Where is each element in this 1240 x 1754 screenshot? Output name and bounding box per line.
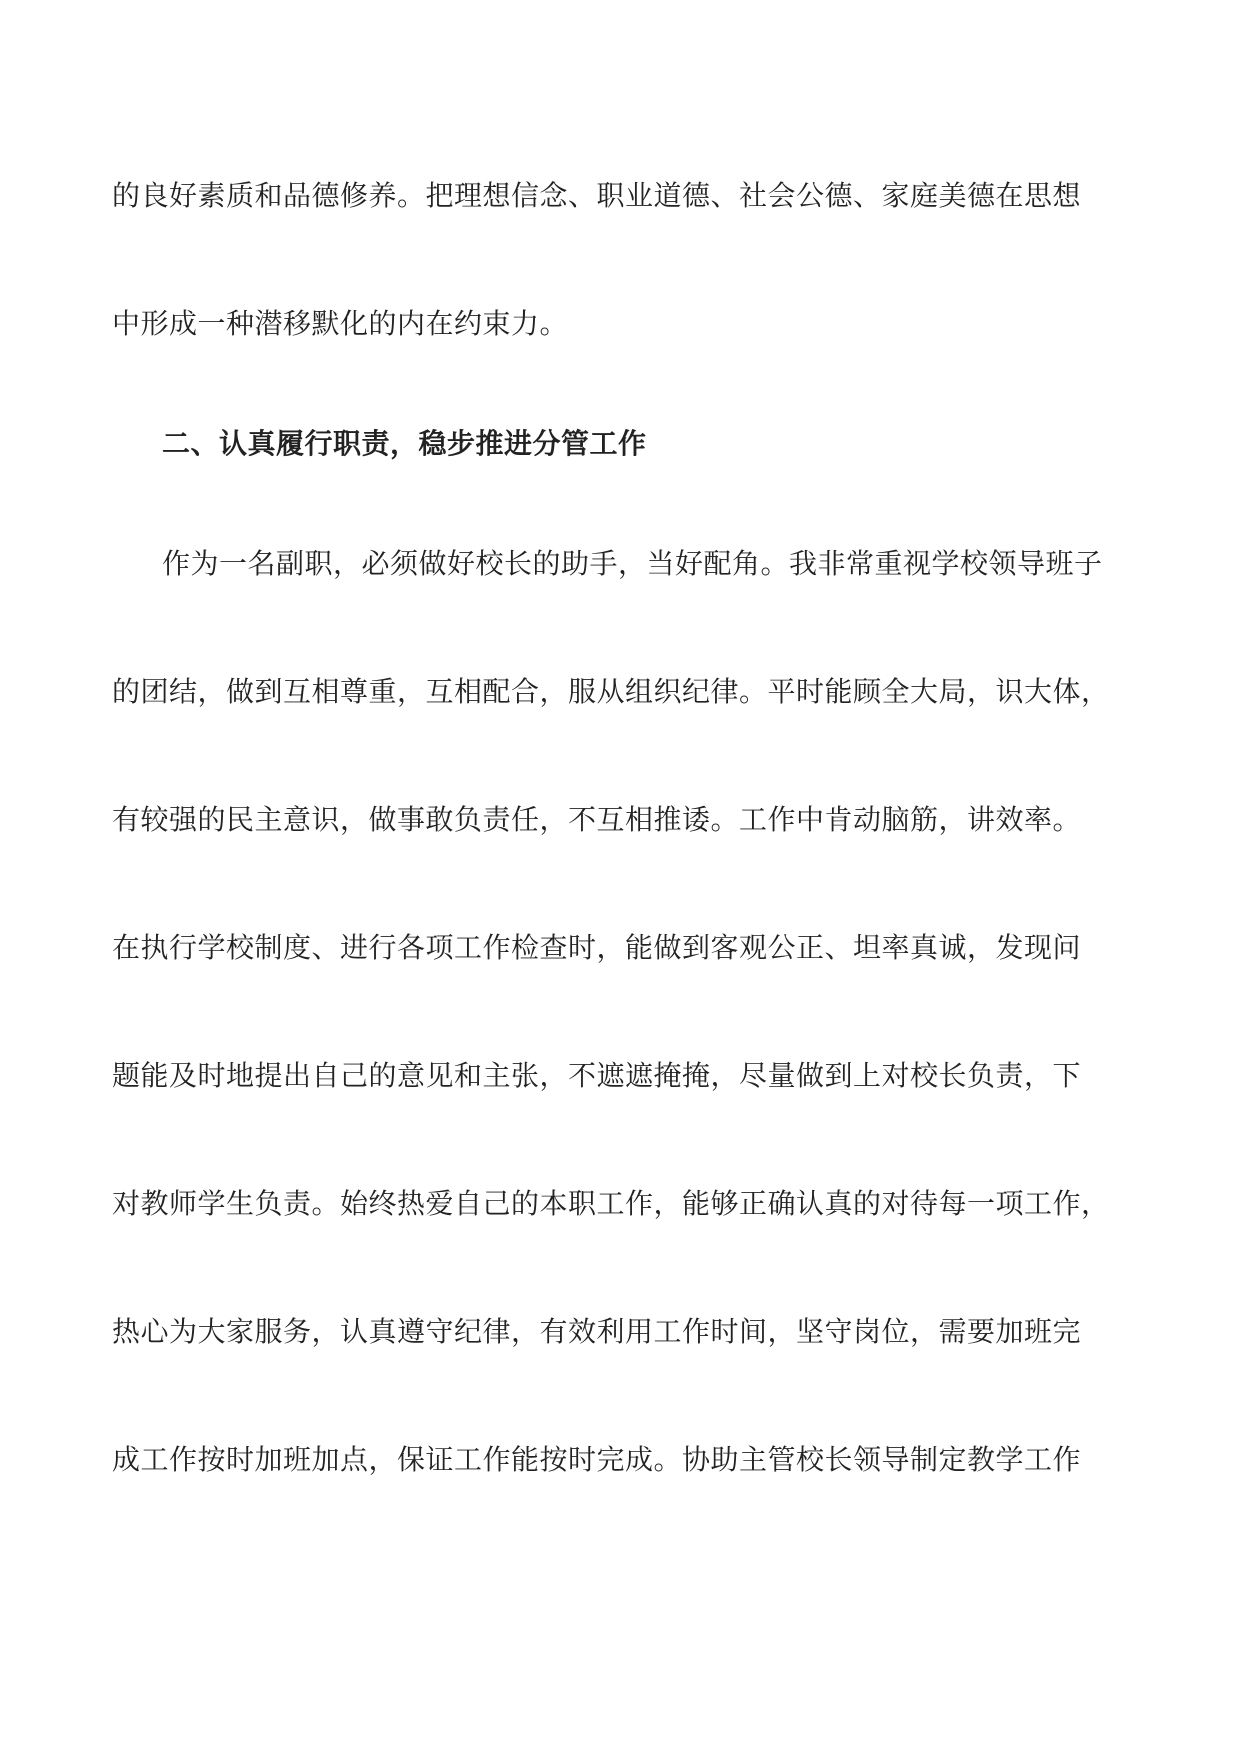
body-text-line: 题能及时地提出自己的意见和主张，不遮遮掩掩，尽量做到上对校长负责，下 — [112, 1059, 1082, 1092]
body-text-line: 热心为大家服务，认真遵守纪律，有效利用工作时间，坚守岗位，需要加班完 — [112, 1315, 1082, 1348]
body-text-line: 对教师学生负责。始终热爱自己的本职工作，能够正确认真的对待每一项工作， — [112, 1187, 1110, 1220]
body-text-line: 的团结，做到互相尊重，互相配合，服从组织纪律。平时能顾全大局，识大体， — [112, 675, 1110, 708]
body-text-line: 成工作按时加班加点，保证工作能按时完成。协助主管校长领导制定教学工作 — [112, 1443, 1082, 1476]
body-text-line: 有较强的民主意识，做事敢负责任，不互相推诿。工作中肯动脑筋，讲效率。 — [112, 803, 1082, 836]
body-text-line: 在执行学校制度、进行各项工作检查时，能做到客观公正、坦率真诚，发现问 — [112, 931, 1082, 964]
body-text-line: 的良好素质和品德修养。把理想信念、职业道德、社会公德、家庭美德在思想 — [112, 179, 1082, 212]
body-text-line: 中形成一种潜移默化的内在约束力。 — [112, 307, 569, 340]
paragraph-first-line: 作为一名副职，必须做好校长的助手，当好配角。我非常重视学校领导班子 — [162, 547, 1103, 580]
section-heading: 二、认真履行职责，稳步推进分管工作 — [162, 427, 647, 460]
